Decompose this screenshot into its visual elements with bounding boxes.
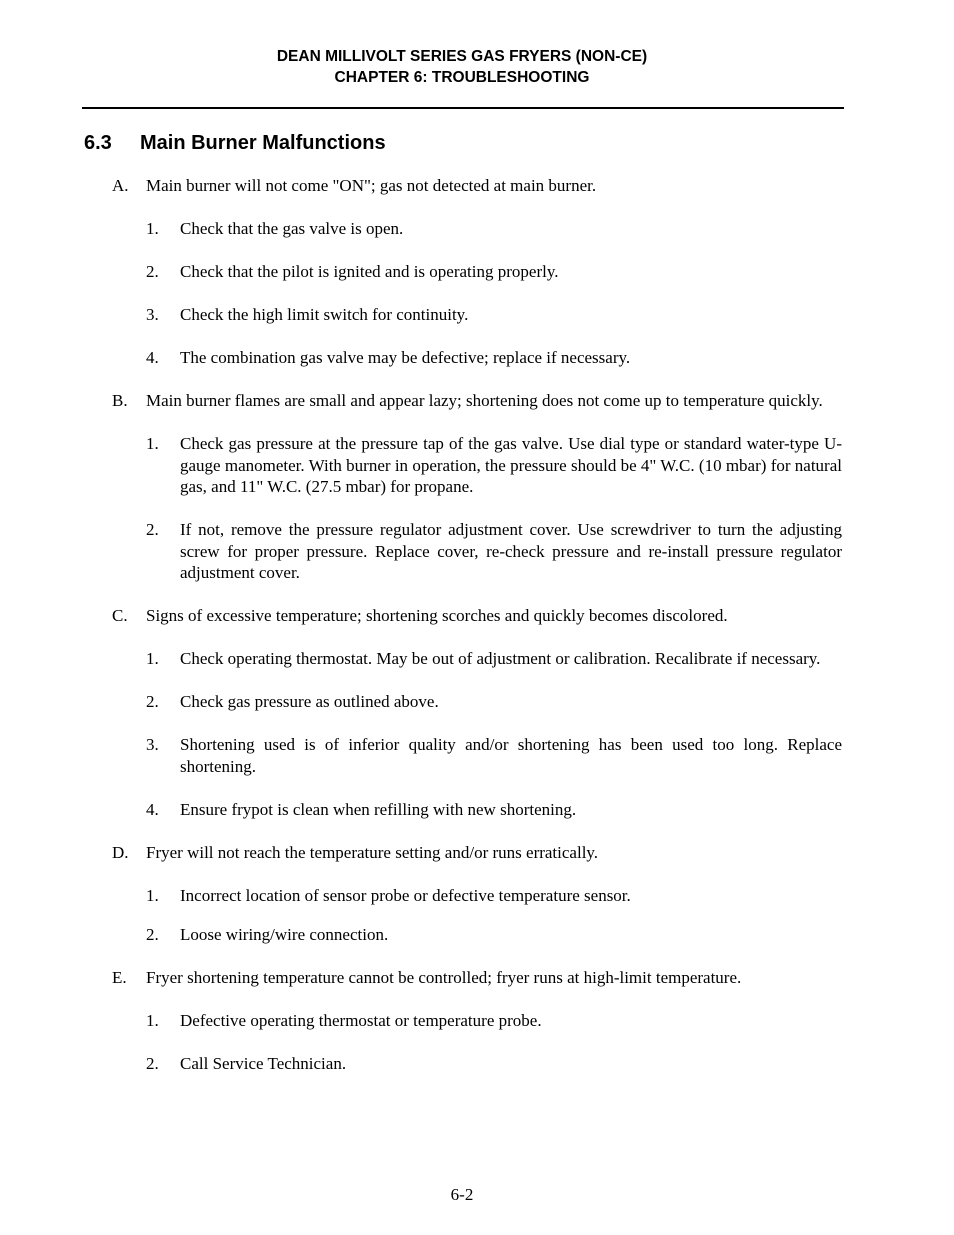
sub-item-marker: 3. (146, 305, 159, 324)
list-item (112, 605, 842, 627)
sub-item-text: If not, remove the pressure regulator adjustment cover. Use screwdriver to turn the adjusting screw for proper pressure. Replace cover, re-check pressure and re-install pressure regulator adjustment cover. (180, 520, 842, 582)
sub-item-marker: 3. (146, 735, 159, 754)
list-item (112, 967, 842, 989)
sub-item (112, 218, 842, 240)
sub-item (112, 433, 842, 498)
page-number: 6-2 (450, 1185, 474, 1204)
sub-item-marker: 1. (146, 885, 159, 905)
sub-item (112, 261, 842, 283)
sub-item-marker: 1. (146, 219, 159, 238)
sub-item-marker: 1. (146, 434, 159, 453)
sub-item-text: The combination gas valve may be defective; replace if necessary. (180, 348, 631, 367)
sub-item-marker: 1. (146, 1011, 159, 1030)
sub-item-text: Check that the pilot is ignited and is operating properly. (180, 262, 559, 281)
document-header (0, 46, 924, 88)
item-marker: C. (112, 606, 128, 625)
item-text: Fryer shortening temperature cannot be controlled; fryer runs at high-limit temperature. (146, 968, 742, 987)
sub-item-text: Check the high limit switch for continuity. (180, 305, 469, 324)
sub-item-marker: 2. (146, 925, 159, 944)
sub-item-text: Ensure frypot is clean when refilling with new shortening. (180, 799, 577, 819)
header-title: DEAN MILLIVOLT SERIES GAS FRYERS (NON-CE) (276, 48, 648, 65)
sub-item-marker: 2. (146, 1054, 159, 1073)
sub-item-text: Check operating thermostat. May be out of adjustment or calibration. Recalibrate if necessary. (180, 649, 821, 668)
sub-item (112, 304, 842, 326)
sub-item (112, 734, 842, 777)
item-text: Signs of excessive temperature; shortening scorches and quickly becomes discolored. (146, 606, 728, 625)
sub-item-text: Defective operating thermostat or temperature probe. (180, 1011, 542, 1030)
item-text: Main burner will not come "ON"; gas not detected at main burner. (146, 176, 597, 195)
troubleshooting-list (112, 175, 842, 1096)
item-text: Fryer will not reach the temperature setting and/or runs erratically. (146, 842, 599, 862)
sub-item (112, 648, 842, 670)
section-heading (84, 131, 386, 155)
sub-item-marker: 4. (146, 799, 159, 819)
list-item (112, 175, 842, 197)
sub-item-marker: 2. (146, 520, 159, 539)
sub-item (112, 799, 842, 821)
sub-item (112, 1053, 842, 1075)
header-chapter: CHAPTER 6: TROUBLESHOOTING (334, 69, 590, 86)
sub-item-marker: 1. (146, 649, 159, 668)
header-divider (82, 107, 844, 109)
sub-item-text: Check gas pressure as outlined above. (180, 692, 439, 711)
item-marker: A. (112, 176, 129, 195)
item-marker: D. (112, 842, 129, 862)
sub-item-text: Loose wiring/wire connection. (180, 925, 389, 944)
sub-item (112, 519, 842, 584)
sub-item (112, 924, 842, 946)
sub-item-marker: 4. (146, 348, 159, 367)
sub-item-text: Incorrect location of sensor probe or defective temperature sensor. (180, 885, 631, 905)
sub-item-text: Check that the gas valve is open. (180, 219, 404, 238)
sub-item-marker: 2. (146, 262, 159, 281)
sub-item (112, 885, 842, 907)
item-marker: B. (112, 391, 128, 410)
sub-item (112, 691, 842, 713)
list-item (112, 390, 842, 412)
sub-item (112, 1010, 842, 1032)
item-text: Main burner flames are small and appear lazy; shortening does not come up to temperature quickly. (146, 391, 823, 410)
sub-item (112, 347, 842, 369)
section-title: Main Burner Malfunctions (140, 132, 386, 154)
sub-item-text: Call Service Technician. (180, 1054, 347, 1073)
sub-item-text: Check gas pressure at the pressure tap of the gas valve. Use dial type or standard water-type U-gauge manometer. With burner in operation, the pressure should be 4" W.C. (10 mbar) for natural gas, and 11" W.C. (27.5 mbar) for propane. (180, 434, 842, 496)
list-item (112, 842, 842, 864)
section-number: 6.3 (84, 132, 112, 154)
sub-item-text: Shortening used is of inferior quality and/or shortening has been used too long. Replace shortening. (180, 735, 842, 776)
item-marker: E. (112, 968, 127, 987)
sub-item-marker: 2. (146, 692, 159, 711)
